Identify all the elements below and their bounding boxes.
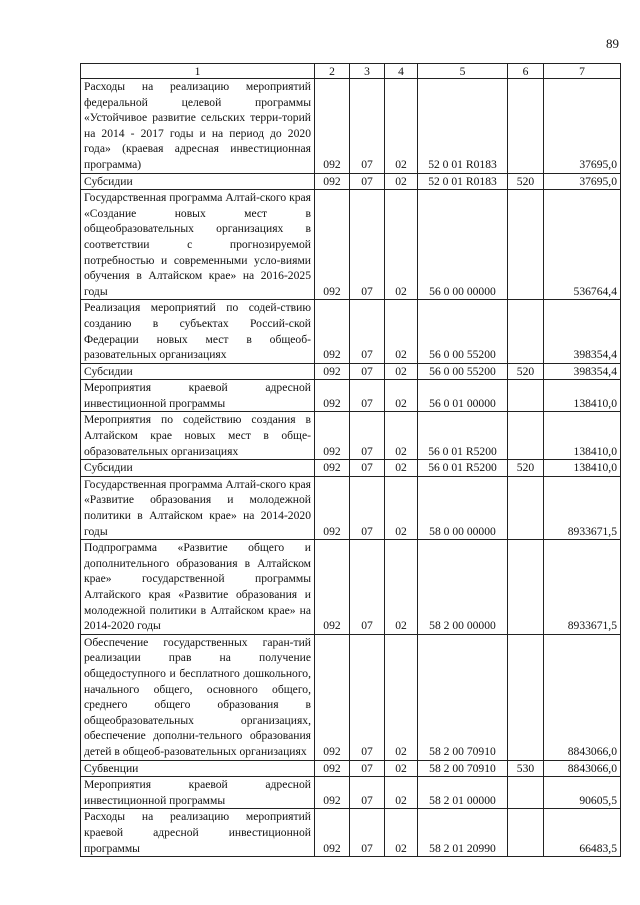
row-name: Расходы на реализацию мероприятий краевой адресной инвестиционной программы [81,809,315,857]
table-row [81,760,621,777]
row-subsection: 02 [385,476,418,539]
row-target-code: 58 2 01 20990 [418,809,508,857]
row-expense-type [508,79,544,174]
row-amount: 138410,0 [544,412,621,460]
row-name: Мероприятия краевой адресной инвестиционной программы [81,380,315,412]
row-subsection: 02 [385,760,418,777]
row-section: 07 [350,809,385,857]
table-row [81,540,621,635]
header-cell-1: 1 [81,64,315,79]
row-target-code: 56 0 00 00000 [418,190,508,300]
table-row [81,476,621,539]
row-target-code: 58 2 00 00000 [418,540,508,635]
row-target-code: 58 2 00 70910 [418,760,508,777]
row-ministry-code: 092 [315,380,350,412]
row-ministry-code: 092 [315,412,350,460]
row-amount: 8843066,0 [544,760,621,777]
row-ministry-code: 092 [315,300,350,363]
row-section: 07 [350,190,385,300]
row-target-code: 56 0 01 00000 [418,380,508,412]
row-subsection: 02 [385,460,418,477]
row-amount: 37695,0 [544,79,621,174]
row-expense-type [508,300,544,363]
page-number: 89 [606,36,619,51]
row-target-code: 52 0 01 R0183 [418,173,508,190]
row-name: Субвенции [81,760,315,777]
row-name: Реализация мероприятий по содей-ствию созданию в субъектах Россий-ской Федерации новых мест в общеоб-разовательных организациях [81,300,315,363]
row-name: Государственная программа Алтай-ского края «Развитие образования и молодежной политики в Алтайском крае» на 2014-2020 годы [81,476,315,539]
row-subsection: 02 [385,300,418,363]
header-cell-7: 7 [544,64,621,79]
row-subsection: 02 [385,380,418,412]
row-target-code: 56 0 00 55200 [418,300,508,363]
row-section: 07 [350,412,385,460]
row-amount: 138410,0 [544,460,621,477]
row-ministry-code: 092 [315,809,350,857]
row-amount: 8933671,5 [544,476,621,539]
row-target-code: 58 0 00 00000 [418,476,508,539]
row-ministry-code: 092 [315,777,350,809]
row-target-code: 56 0 01 R5200 [418,460,508,477]
header-cell-4: 4 [385,64,418,79]
row-amount: 398354,4 [544,300,621,363]
row-amount: 37695,0 [544,173,621,190]
header-cell-6: 6 [508,64,544,79]
row-expense-type [508,777,544,809]
table-row [81,173,621,190]
row-target-code: 58 2 01 00000 [418,777,508,809]
row-section: 07 [350,476,385,539]
table-row [81,634,621,760]
table-row [81,777,621,809]
row-amount: 138410,0 [544,380,621,412]
row-expense-type: 520 [508,363,544,380]
row-name: Обеспечение государственных гаран-тий реализации прав на получение общедоступного и бесплатного дошкольного, начального общего, основного общего, среднего общего образования в общеобразовательных организациях, обеспечение дополни-тельного образования детей в общеоб-разовательных организациях [81,634,315,760]
row-expense-type [508,190,544,300]
table-row [81,79,621,174]
header-cell-2: 2 [315,64,350,79]
row-name: Мероприятия по содействию создания в Алтайском крае новых мест в обще-образовательных организациях [81,412,315,460]
row-subsection: 02 [385,412,418,460]
row-name: Субсидии [81,363,315,380]
row-target-code: 56 0 01 R5200 [418,412,508,460]
row-name: Подпрограмма «Развитие общего и дополнительного образования в Алтайском крае» государственной программы Алтайского края «Развитие образования и молодежной политики в Алтайском крае» на 2014-2020 годы [81,540,315,635]
row-section: 07 [350,79,385,174]
row-name: Расходы на реализацию мероприятий федеральной целевой программы «Устойчивое развитие сельских терри-торий на 2014 - 2017 годы и на период до 2020 года» (краевая адресная инвестиционная программа) [81,79,315,174]
row-subsection: 02 [385,634,418,760]
table-row [81,412,621,460]
row-subsection: 02 [385,190,418,300]
budget-table [80,63,621,857]
row-amount: 8933671,5 [544,540,621,635]
row-name: Государственная программа Алтай-ского края «Создание новых мест в общеобразовательных организациях в соответствии с прогнозируемой потребностью и современными усло-виями обучения в Алтайском крае» на 2016-2025 годы [81,190,315,300]
row-subsection: 02 [385,809,418,857]
row-amount: 8843066,0 [544,634,621,760]
table-row [81,809,621,857]
row-expense-type [508,412,544,460]
table-row [81,300,621,363]
row-ministry-code: 092 [315,540,350,635]
row-expense-type: 520 [508,460,544,477]
header-row [81,64,621,79]
row-ministry-code: 092 [315,190,350,300]
row-expense-type [508,476,544,539]
row-ministry-code: 092 [315,634,350,760]
row-section: 07 [350,300,385,363]
row-amount: 90605,5 [544,777,621,809]
row-section: 07 [350,777,385,809]
row-ministry-code: 092 [315,476,350,539]
row-subsection: 02 [385,79,418,174]
row-name: Субсидии [81,173,315,190]
row-ministry-code: 092 [315,79,350,174]
row-target-code: 52 0 01 R0183 [418,79,508,174]
header-cell-3: 3 [350,64,385,79]
row-expense-type [508,540,544,635]
row-expense-type [508,809,544,857]
row-expense-type: 530 [508,760,544,777]
row-section: 07 [350,760,385,777]
row-subsection: 02 [385,363,418,380]
row-section: 07 [350,460,385,477]
row-target-code: 58 2 00 70910 [418,634,508,760]
row-name: Субсидии [81,460,315,477]
table-row [81,363,621,380]
row-subsection: 02 [385,540,418,635]
row-target-code: 56 0 00 55200 [418,363,508,380]
row-expense-type [508,380,544,412]
row-subsection: 02 [385,173,418,190]
header-cell-5: 5 [418,64,508,79]
row-section: 07 [350,363,385,380]
row-amount: 536764,4 [544,190,621,300]
row-ministry-code: 092 [315,363,350,380]
row-section: 07 [350,173,385,190]
row-name: Мероприятия краевой адресной инвестиционной программы [81,777,315,809]
row-ministry-code: 092 [315,760,350,777]
row-ministry-code: 092 [315,460,350,477]
row-section: 07 [350,634,385,760]
row-section: 07 [350,380,385,412]
row-amount: 66483,5 [544,809,621,857]
row-amount: 398354,4 [544,363,621,380]
table-row [81,460,621,477]
row-subsection: 02 [385,777,418,809]
row-expense-type: 520 [508,173,544,190]
row-section: 07 [350,540,385,635]
row-ministry-code: 092 [315,173,350,190]
table-row [81,190,621,300]
row-expense-type [508,634,544,760]
table-row [81,380,621,412]
